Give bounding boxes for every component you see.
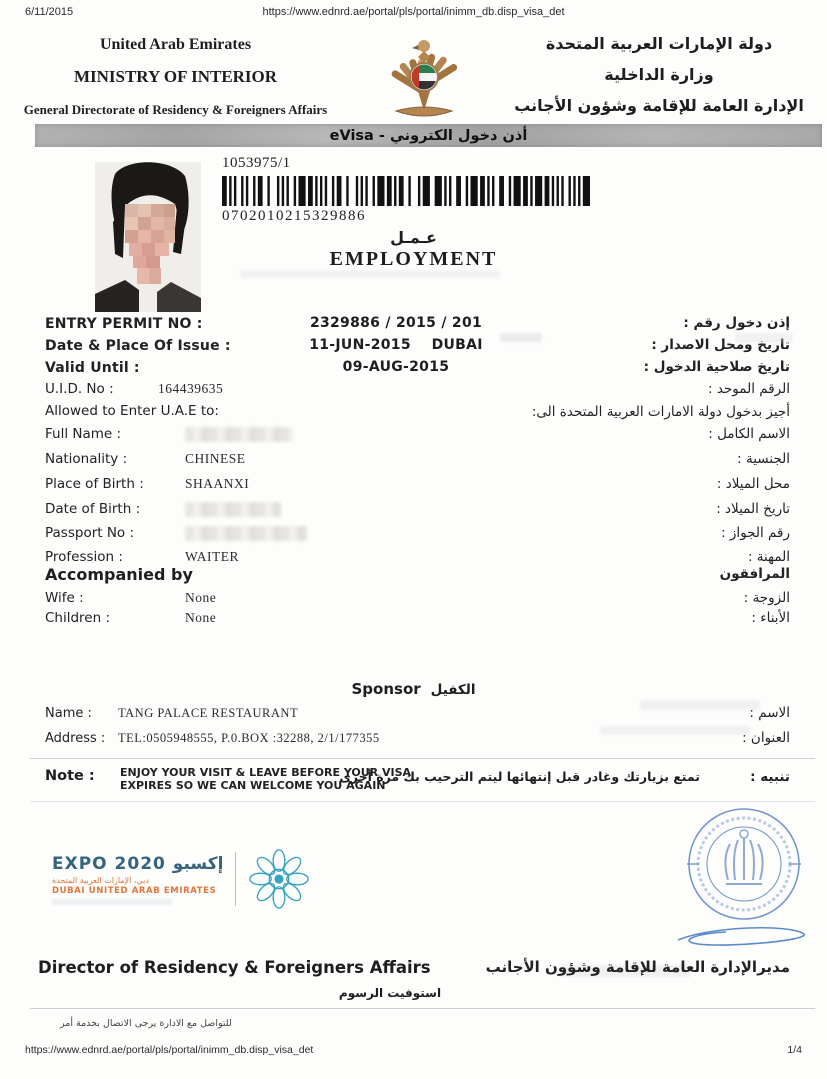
field-value-uid: 164439635 [158,381,224,396]
field-label-place-of-birth: Place of Birth : [45,476,144,492]
field-label-ar-valid-until: تاريخ صلاحية الدخول : [643,359,790,375]
barcode-number: 0702010215329886 [222,208,366,224]
field-label-ar-uid: الرقم الموحد : [708,381,790,397]
scan-ghost [240,270,500,278]
page-number: 1/4 [787,1044,802,1056]
print-url-footer: https://www.ednrd.ae/portal/pls/portal/inimm_db.disp_visa_det [25,1044,314,1056]
field-label-sponsor-address: Address : [45,731,106,746]
letterhead-arabic [498,34,820,127]
field-label-ar-nationality: الجنسية : [737,451,790,467]
field-value-children: None [185,610,217,625]
note-label-arabic: تنبيه : [750,769,790,785]
accompanied-by-title-arabic: المرافقون [719,566,790,582]
country-name-english: United Arab Emirates [99,36,252,53]
field-value-sponsor-address: TEL:0505948555, P.0.BOX :32288, 2/1/177355 [118,731,380,745]
visa-type-arabic: عـمـل [390,228,437,247]
redacted-passport [185,526,307,541]
field-label-allowed: Allowed to Enter U.A.E to: [45,403,219,419]
field-label-ar-passport: رقم الجواز : [721,525,790,541]
visa-file-number: 1053975/1 [222,155,291,171]
field-value-nationality: CHINESE [185,451,246,466]
field-label-ar-allowed: أجيز بدخول دولة الامارات العربية المتحدة الى: [531,404,790,420]
barcode [222,176,590,206]
redacted-date-of-birth [185,502,281,517]
note-text-line1: ENJOY YOUR VISIT & LEAVE BEFORE YOUR VISA [120,766,412,779]
letterhead-english [18,36,333,118]
footer-divider-line [30,1008,815,1009]
expo-subtitle-arabic: دبي، الإمارات العربية المتحدة [52,875,149,885]
sponsor-header [0,680,827,698]
directorate-name-english: General Directorate of Residency & Foreigners Affairs [23,102,328,117]
evisa-title-banner [35,124,822,147]
expo-rosette-icon [248,848,310,910]
ministry-round-stamp-icon [664,790,824,966]
field-label-ar-sponsor-address: العنوان : [742,730,790,746]
visa-type-english: EMPLOYMENT [329,248,498,270]
expo-2020-logo [52,848,310,910]
note-label: Note : [45,768,95,784]
field-value-issue: 11-JUN-2015 DUBAI [309,337,483,353]
field-label-entry-permit: ENTRY PERMIT NO : [45,316,203,332]
ministry-name-english: MINISTRY OF INTERIOR [73,67,278,86]
fees-collected-arabic: استوفيت الرسوم [338,986,442,1000]
uae-falcon-emblem-icon [382,33,466,129]
expo-title: EXPO 2020 إكسبو [52,853,224,874]
field-label-ar-sponsor-name: الاسم : [749,705,790,721]
field-label-full-name: Full Name : [45,426,122,442]
redacted-full-name [185,427,293,442]
director-title-english: Director of Residency & Foreigners Affairs [38,958,431,977]
field-label-date-of-birth: Date of Birth : [45,501,141,517]
scan-ghost [600,726,750,735]
note-text-line2: EXPIRES SO WE CAN WELCOME YOU AGAIN [120,779,386,792]
field-label-profession: Profession : [45,549,123,565]
field-label-ar-place-of-birth: محل الميلاد : [716,476,790,492]
print-date: 6/11/2015 [25,6,74,18]
scan-ghost [500,333,542,342]
field-label-passport: Passport No : [45,525,135,541]
field-value-valid-until: 09-AUG-2015 [342,359,450,375]
expo-divider [235,852,236,906]
field-label-uid: U.I.D. No : [45,381,114,397]
directorate-name-arabic: الإدارة العامة للإقامة وشؤون الأجانب [514,96,804,115]
field-label-nationality: Nationality : [45,451,128,467]
field-label-ar-wife: الزوجة : [743,590,790,606]
field-label-ar-date-of-birth: تاريخ الميلاد : [716,501,790,517]
field-label-ar-children: الأبناء : [751,610,790,626]
country-name-arabic: دولة الإمارات العربية المتحدة [545,34,773,53]
contact-note-arabic: للتواصل مع الادارة يرجى الاتصال بخدمة أمر [60,1018,232,1029]
field-value-place-of-birth: SHAANXI [185,476,250,491]
evisa-title-text: eVisa - أذن دخول الكتروني [329,127,528,144]
field-label-wife: Wife : [45,590,84,606]
accompanied-by-title: Accompanied by [45,565,193,584]
expo-subtitle-english: DUBAI UNITED ARAB EMIRATES [52,885,217,896]
director-title-arabic: مديرالإدارة العامة للإقامة وشؤون الأجانب [485,958,790,976]
note-text-arabic: تمتع بزيارتك وغادر قبل إنتهائها ليتم الترحيب بك مرة أخرى [339,769,700,784]
field-label-valid-until: Valid Until : [45,360,140,376]
ministry-name-arabic: وزارة الداخلية [604,65,714,84]
expo-faint-line [52,899,172,905]
sponsor-title: Sponsor [351,680,421,698]
field-value-entry-permit: 2329886 / 2015 / 201 [309,315,483,331]
field-label-ar-full-name: الاسم الكامل : [708,426,790,442]
divider-line [30,758,815,759]
field-label-children: Children : [45,610,111,626]
scan-ghost [640,700,760,710]
field-value-sponsor-name: TANG PALACE RESTAURANT [118,706,299,720]
field-label-issue: Date & Place Of Issue : [45,338,231,354]
signature-scribble [678,928,804,945]
field-value-wife: None [185,590,217,605]
sponsor-title-arabic: الكفيل [430,682,476,698]
print-url-header: https://www.ednrd.ae/portal/pls/portal/inimm_db.disp_visa_det [262,6,565,18]
field-label-ar-entry-permit: إذن دخول رقم : [683,315,790,331]
field-label-ar-issue: تاريخ ومحل الاصدار : [651,337,790,353]
field-label-sponsor-name: Name : [45,706,92,721]
field-label-ar-profession: المهنة : [747,549,790,565]
scan-ghost [735,333,793,343]
field-value-profession: WAITER [185,549,239,564]
